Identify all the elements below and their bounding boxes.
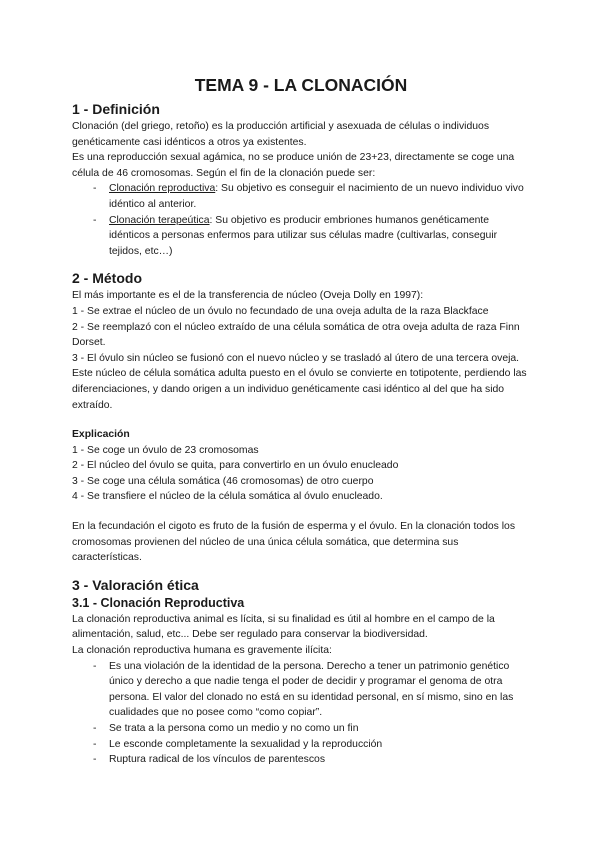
document-page bbox=[72, 74, 530, 768]
list-item-text: Le esconde completamente la sexualidad y la reproducción bbox=[109, 738, 383, 750]
section-3-paragraph-2: La clonación reproductiva humana es gravemente ilícita: bbox=[72, 645, 332, 657]
list-item-term: Clonación reproductiva bbox=[109, 183, 216, 195]
list-item-term: Clonación terapeútica bbox=[109, 214, 210, 226]
section-2-heading: 2 - Método bbox=[72, 270, 142, 287]
method-step: 3 - El óvulo sin núcleo se fusionó con el nuevo núcleo y se trasladó al útero de una tercera oveja. Este núcleo de célula somática adulta puesto en el óvulo se convierte en totipotente, perdiendo las diferenciaciones, y dando origen a un individuo genéticamente casi idéntico al del que ha sido extraído. bbox=[72, 352, 527, 411]
list-item: - Le esconde completamente la sexualidad y la reproducción bbox=[72, 737, 530, 753]
subsection-3-1-heading: 3.1 - Clonación Reproductiva bbox=[72, 595, 245, 610]
explanation-step: 1 - Se coge un óvulo de 23 cromosomas bbox=[72, 444, 259, 456]
section-1-list bbox=[72, 181, 530, 259]
list-item: - Clonación reproductiva: Su objetivo es conseguir el nacimiento de un nuevo individuo vivo idéntico al anterior. bbox=[93, 183, 524, 210]
section-3-paragraph-1: La clonación reproductiva animal es lícita, si su finalidad es útil al hombre en el campo de la alimentación, salud, etc... Debe ser regulado para conservar la biodiversidad. bbox=[72, 613, 495, 641]
explanation-step: 4 - Se transfiere el núcleo de la célula somática al óvulo enucleado. bbox=[72, 491, 383, 503]
method-step: 2 - Se reemplazó con el núcleo extraído de una célula somática de otra oveja adulta de raza Finn Dorset. bbox=[72, 321, 520, 349]
list-item-text: Se trata a la persona como un medio y no como un fin bbox=[109, 723, 359, 734]
list-item: - Ruptura radical de los vínculos de parentescos bbox=[72, 752, 530, 768]
list-item: - Clonación terapeútica: Su objetivo es producir embriones humanos genéticamente idénticos a personas enfermos para utilizar sus células madre (cultivarlas, conseguir tejidos, etc…) bbox=[93, 214, 498, 257]
section-3-heading: 3 - Valoración ética bbox=[72, 576, 199, 593]
explanation-step: 2 - El núcleo del óvulo se quita, para convertirlo en un óvulo enucleado bbox=[72, 460, 399, 472]
list-item: - Se trata a la persona como un medio y no como un fin bbox=[72, 721, 530, 737]
list-item-text: Ruptura radical de los vínculos de parentescos bbox=[109, 754, 326, 766]
section-1-paragraph-1: Clonación (del griego, retoño) es la producción artificial y asexuada de células o individuos genéticamente casi idénticos a otros ya existentes. bbox=[72, 121, 490, 148]
explanation-step: 3 - Se coge una célula somática (46 cromosomas) de otro cuerpo bbox=[72, 475, 374, 487]
section-2-intro: El más importante es el de la transferencia de núcleo (Oveja Dolly en 1997): bbox=[72, 290, 424, 302]
method-step: 1 - Se extrae el núcleo de un óvulo no fecundado de una oveja adulta de la raza Blackface bbox=[72, 305, 489, 317]
explanation-heading: Explicación bbox=[72, 429, 130, 441]
list-item-text: Es una violación de la identidad de la persona. Derecho a tener un patrimonio genético único y derecho a que nadie tenga el poder de decidir y programar el genoma de otra persona. El valor del clonado no está en su identidad personal, en sí mismo, sino en las cualidades que no posee como “como copiar”. bbox=[109, 660, 514, 719]
list-item-text: : Su objetivo es conseguir el nacimiento de un nuevo individuo vivo idéntico al anterior. bbox=[109, 183, 524, 210]
section-2-closing: En la fecundación el cigoto es fruto de la fusión de esperma y el óvulo. En la clonación todos los cromosomas provienen del núcleo de una única célula somática, que determina sus características. bbox=[72, 521, 516, 564]
list-item-text: : Su objetivo es producir embriones humanos genéticamente idénticos a personas enfermos para utilizar sus células madre (cultivarlas, conseguir tejidos, etc…) bbox=[109, 214, 498, 257]
section-3-list bbox=[72, 659, 530, 768]
section-1-heading: 1 - Definición bbox=[72, 101, 160, 117]
page-title: TEMA 9 - LA CLONACIÓN bbox=[194, 75, 408, 95]
section-1-paragraph-2: Es una reproducción sexual agámica, no se produce unión de 23+23, directamente se coge una célula de 46 cromosomas. Según el fin de la clonación puede ser: bbox=[72, 152, 515, 179]
list-item: - Es una violación de la identidad de la persona. Derecho a tener un patrimonio genético único y derecho a que nadie tenga el poder de decidir y programar el genoma de otra persona. El valor del clonado no está en su identidad personal, en sí mismo, sino en las cualidades que no posee como “como copiar”. bbox=[72, 659, 530, 721]
